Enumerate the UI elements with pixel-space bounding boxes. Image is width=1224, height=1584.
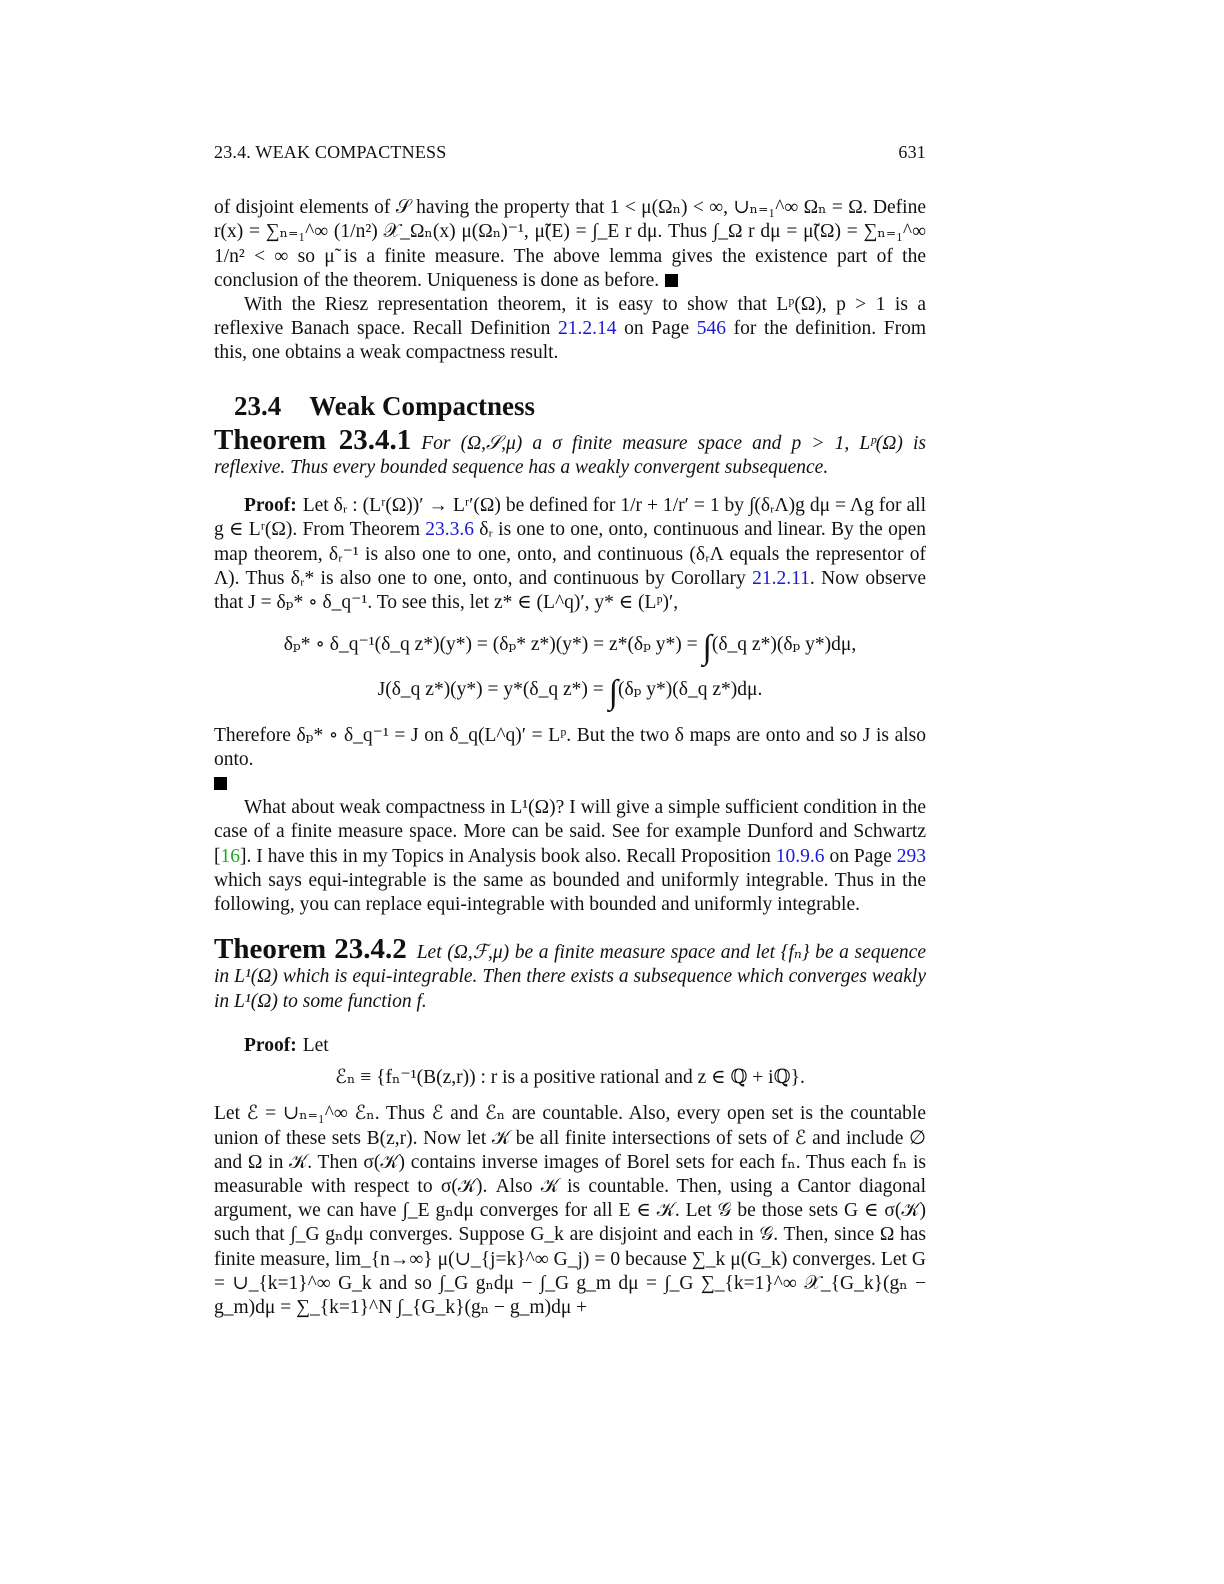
proof-2-text: Let [302,1034,329,1056]
paragraph-4: Let ℰ = ∪ₙ₌₁^∞ ℰₙ. Thus ℰ and ℰₙ are countable. Also, every open set is the countable union of these sets B(z,r). Now let 𝒦 be all finite intersections of sets of ℰ and include ∅ and Ω in 𝒦. Then σ(𝒦) contains inverse images of Borel sets for each fₙ. Thus each fₙ is measurable with respect to σ(𝒦). Also 𝒦 is countable. Then, using a Cantor diagonal argument, we can have ∫_E gₙdμ converges for all E ∈ 𝒦. Let 𝒢 be those sets G ∈ σ(𝒦) such that ∫_G gₙdμ converges. Suppose G_k are disjoint and each in 𝒢. Then, since Ω has finite measure, lim_{n→∞} μ(∪_{j=k}^∞ G_j) = 0 because ∑_k μ(G_k) converges. Let G = ∪_{k=1}^∞ G_k and so ∫_G gₙdμ − ∫_G g_m dμ = ∫_G ∑_{k=1}^∞ 𝒳_{G_k}(gₙ − g_m)dμ = ∑_{k=1}^N ∫_{G_k}(gₙ − g_m)dμ + [214,1103,926,1318]
equation-1-lhs: δₚ* ∘ δ_q⁻¹(δ_q z*)(y*) = (δₚ* z*)(y*) = z*(δₚ y*) = [283,634,703,656]
equation-2-rhs: (δₚ y*)(δ_q z*)dμ. [617,679,763,701]
page-link[interactable]: 293 [896,845,927,867]
theorem-2-label: Theorem 23.4.2 [214,933,407,966]
section-title: Weak Compactness [309,390,536,421]
paragraph-therefore [214,724,926,797]
theorem-1-body: For (Ω,𝒮,μ) a σ finite measure space and p > 1, Lᵖ(Ω) is reflexive. Thus every bounded sequence has a weakly convergent subsequence. [214,432,926,479]
definition-link[interactable]: 21.2.14 [558,318,617,340]
paragraph-2-text-b: on Page [616,318,697,340]
equation-1-rhs: (δ_q z*)(δₚ y*)dμ, [711,634,857,656]
paragraph-2 [214,293,926,366]
equation-2 [214,674,926,712]
proof-2 [214,1034,926,1058]
proof-2-label: Proof: [244,1034,297,1056]
theorem-2 [214,933,926,1014]
paragraph-3-text-a: What about weak compactness in L¹(Ω)? I will give a simple sufficient condition in the case of a finite measure space. More can be said. See for example Dunford and Schwartz [ [214,797,926,867]
page [214,140,926,1320]
citation-link[interactable]: 16 [220,845,240,867]
theorem-1-label: Theorem 23.4.1 [214,423,412,456]
paragraph-3-text-c: on Page [824,845,897,867]
proof-1-text-a: Let δᵣ : (Lʳ(Ω))′ → Lʳ′(Ω) be defined for 1/r + 1/r′ = 1 by ∫(δᵣΛ)g dμ = Λg for all g ∈ Lʳ(Ω). From Theorem [214,495,926,541]
equation-3: ℰₙ ≡ {fₙ⁻¹(B(z,r)) : r is a positive rational and z ∈ ℚ + iℚ}. [335,1067,805,1089]
paragraph-3 [214,796,926,917]
theorem-1 [214,423,926,480]
running-header [214,140,926,164]
proposition-link[interactable]: 10.9.6 [775,845,825,867]
running-header-title: 23.4. WEAK COMPACTNESS [214,142,447,162]
qed-square-icon [665,274,678,287]
theorem-link[interactable]: 23.3.6 [425,519,474,541]
proof-1-text-b: δᵣ is one to one, onto, continuous and linear. By the open map theorem, δᵣ⁻¹ is also one to one, onto, and continuous (δᵣΛ equals the representor of Λ). Thus δᵣ* is also one to one, onto, and continuous by Corollary [214,519,926,589]
page-number: 631 [898,142,926,162]
section-number: 23.4 [234,390,282,421]
therefore-text: Therefore δₚ* ∘ δ_q⁻¹ = J on δ_q(L^q)′ = Lᵖ. But the two δ maps are onto and so J is also onto. [214,724,926,770]
page-link[interactable]: 546 [696,318,727,340]
paragraph-1-text: of disjoint elements of 𝒮 having the property that 1 < μ(Ωₙ) < ∞, ∪ₙ₌₁^∞ Ωₙ = Ω. Define r(x) = ∑ₙ₌₁^∞ (1/n²) 𝒳_Ωₙ(x) μ(Ωₙ)⁻¹, μ̃(E) = ∫_E r dμ. Thus ∫_Ω r dμ = μ̃(Ω) = ∑ₙ₌₁^∞ 1/n² < ∞ so μ̃ is a finite measure. The above lemma gives the existence part of the conclusion of the theorem. Uniqueness is done as before. [214,197,926,291]
equation-1 [214,629,926,667]
paragraph-1 [214,196,926,293]
qed-square-icon [214,777,227,790]
theorem-2-body: Let (Ω,ℱ,μ) be a finite measure space and let {fₙ} be a sequence in L¹(Ω) which is equi-integrable. Then there exists a subsequence which converges weakly in L¹(Ω) to some function f. [214,942,926,1012]
paragraph-2-text-c: for the definition. From this, one obtains a weak compactness result. [214,318,927,364]
corollary-link[interactable]: 21.2.11 [752,567,810,589]
proof-1-text-c: . Now observe that J = δₚ* ∘ δ_q⁻¹. To see this, let z* ∈ (L^q)′, y* ∈ (Lᵖ)′, [214,567,926,614]
section-heading [234,390,926,421]
paragraph-3-text-d: which says equi-integrable is the same as bounded and uniformly integrable. Thus in the following, you can replace equi-integrable with bounded and uniformly integrable. [214,869,926,916]
equation-2-lhs: J(δ_q z*)(y*) = y*(δ_q z*) = [377,679,609,701]
proof-1-label: Proof: [244,495,297,517]
proof-1 [214,494,926,615]
integral-sign: ∫ [702,629,712,667]
paragraph-3-text-b: ]. I have this in my Topics in Analysis book also. Recall Proposition [240,845,776,867]
integral-sign: ∫ [608,674,618,712]
paragraph-2-text-a: With the Riesz representation theorem, it is easy to show that Lᵖ(Ω), p > 1 is a reflexive Banach space. Recall Definition [214,294,926,340]
